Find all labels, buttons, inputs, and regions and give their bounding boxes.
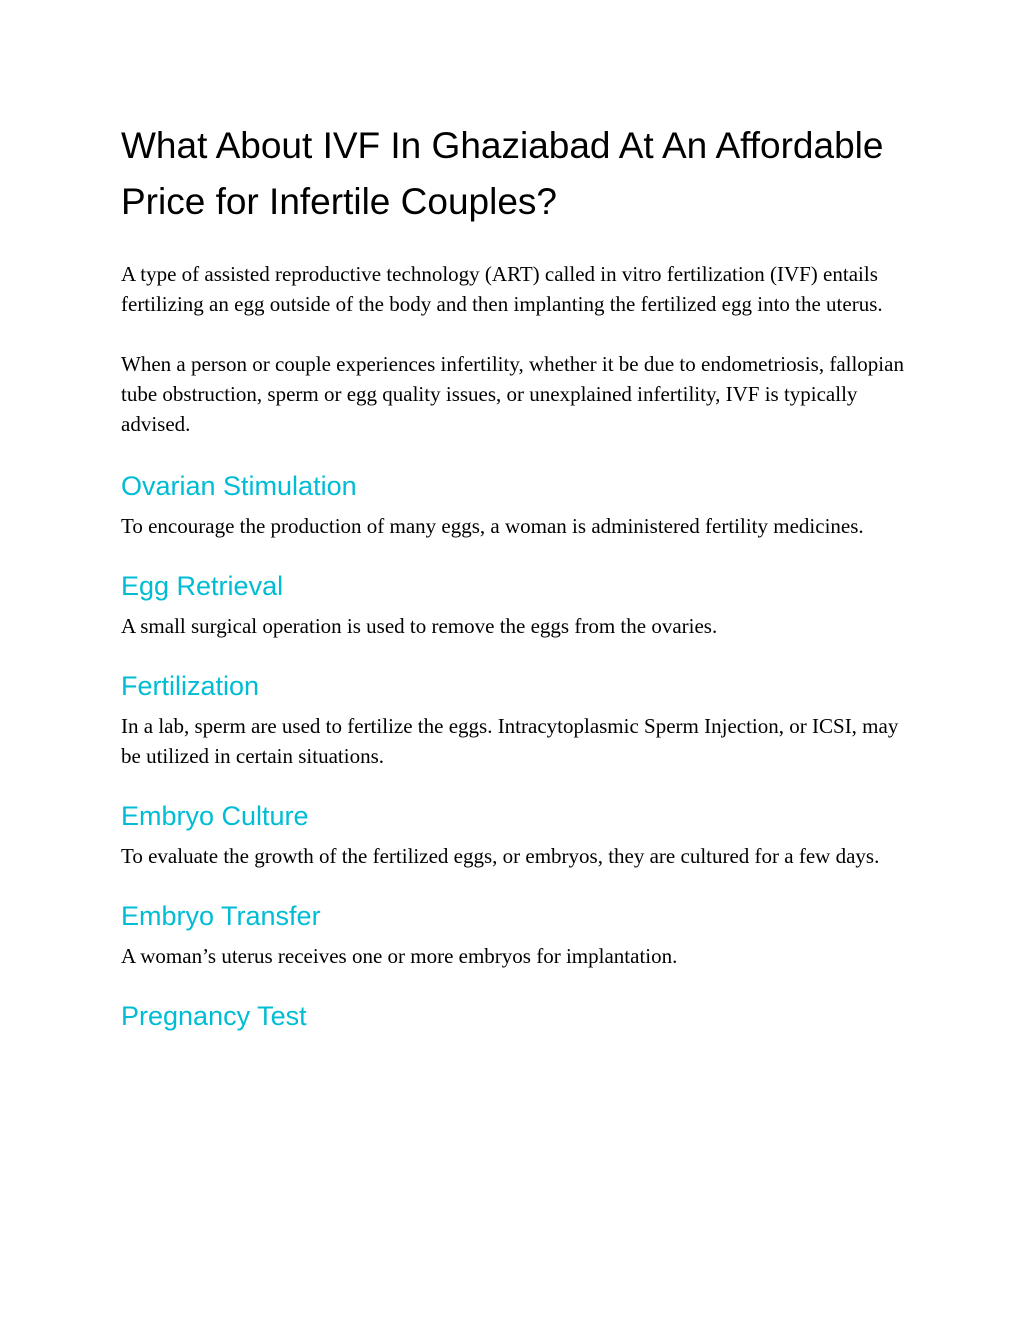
section-heading: Fertilization <box>121 671 260 701</box>
section-body: To evaluate the growth of the fertilized eggs, or embryos, they are cultured for a few days. <box>121 844 880 868</box>
section-heading: Ovarian Stimulation <box>121 471 357 501</box>
section-pregnancy-test <box>121 999 911 1033</box>
section-body: A woman’s uterus receives one or more embryos for implantation. <box>121 944 678 968</box>
section-body: To encourage the production of many eggs, a woman is administered fertility medicines. <box>121 514 864 538</box>
section-heading: Embryo Culture <box>121 801 309 831</box>
document-title: What About IVF In Ghaziabad At An Affordable Price for Infertile Couples? <box>121 125 884 222</box>
intro-paragraph-1: A type of assisted reproductive technology (ART) called in vitro fertilization (IVF) entails fertilizing an egg outside of the body and then implanting the fertilized egg into the uterus. <box>121 262 883 316</box>
section-embryo-transfer <box>121 899 911 971</box>
intro-paragraph-2: When a person or couple experiences infertility, whether it be due to endometriosis, fallopian tube obstruction, sperm or egg quality issues, or unexplained infertility, IVF is typically advised. <box>121 352 904 436</box>
section-body: In a lab, sperm are used to fertilize the eggs. Intracytoplasmic Sperm Injection, or ICSI, may be utilized in certain situations. <box>121 714 899 768</box>
section-egg-retrieval <box>121 569 911 641</box>
section-heading: Pregnancy Test <box>121 1001 307 1031</box>
section-fertilization <box>121 669 911 771</box>
document-page <box>121 118 911 1061</box>
section-heading: Egg Retrieval <box>121 571 284 601</box>
section-ovarian-stimulation <box>121 469 911 541</box>
section-embryo-culture <box>121 799 911 871</box>
section-body: A small surgical operation is used to remove the eggs from the ovaries. <box>121 614 718 638</box>
section-heading: Embryo Transfer <box>121 901 321 931</box>
